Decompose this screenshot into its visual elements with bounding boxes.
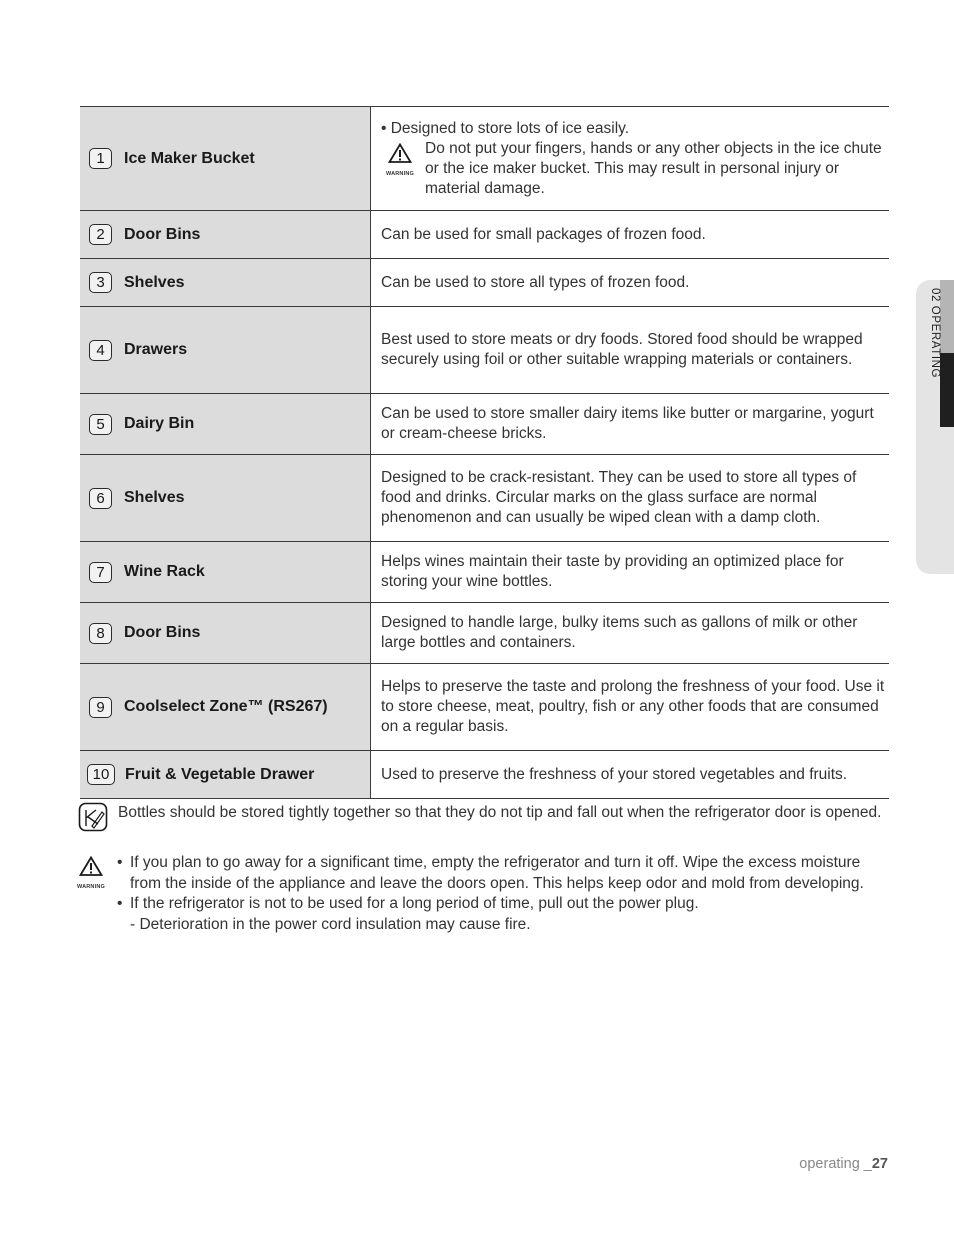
warning-text: Do not put your fingers, hands or any other objects in the ice chute or the ice maker bucket. This may result in personal injury or material damage. bbox=[425, 139, 882, 197]
part-cell bbox=[80, 107, 371, 210]
warning-bullet-text: If the refrigerator is not to be used for a long period of time, pull out the power plug. bbox=[130, 895, 699, 912]
part-description: Designed to handle large, bulky items such as gallons of milk or other large bottles and containers. bbox=[381, 614, 858, 651]
part-description: Designed to be crack-resistant. They can be used to store all types of food and drinks. Circular marks on the glass surface are normal phenomenon and can usually be wiped clean with a damp cloth. bbox=[381, 469, 857, 526]
warning-icon bbox=[383, 143, 417, 184]
part-cell bbox=[80, 394, 371, 454]
part-description: Helps wines maintain their taste by providing an optimized place for storing your wine bottles. bbox=[381, 553, 844, 590]
page-number: 27 bbox=[871, 1156, 888, 1172]
warning-list bbox=[117, 853, 888, 935]
part-description: Can be used to store all types of frozen food. bbox=[381, 273, 690, 291]
part-number-badge: 2 bbox=[89, 224, 112, 245]
note-icon bbox=[78, 802, 108, 838]
table-row bbox=[80, 455, 889, 542]
description-cell bbox=[371, 542, 889, 602]
table-row bbox=[80, 307, 889, 394]
part-description: Can be used for small packages of frozen food. bbox=[381, 225, 706, 243]
note-text: Bottles should be stored tightly together so that they do not tip and fall out when the refrigerator door is opened. bbox=[118, 804, 882, 821]
part-name: Door Bins bbox=[124, 225, 201, 243]
description-cell bbox=[371, 307, 889, 393]
table-row bbox=[80, 211, 889, 259]
table-row bbox=[80, 603, 889, 664]
part-name: Drawers bbox=[124, 341, 188, 358]
part-cell bbox=[80, 542, 371, 602]
part-cell bbox=[80, 603, 371, 663]
table-row bbox=[80, 542, 889, 603]
warning-icon bbox=[74, 856, 108, 935]
warning-subline: - Deterioration in the power cord insulation may cause fire. bbox=[130, 915, 531, 933]
part-description: Helps to preserve the taste and prolong the freshness of your food. Use it to store cheese, meat, poultry, fish or any other foods that are consumed on a regular basis. bbox=[381, 678, 885, 735]
part-number-badge: 5 bbox=[89, 414, 112, 435]
part-number-badge: 7 bbox=[89, 562, 112, 583]
side-tab-marker bbox=[940, 353, 954, 427]
warning-caption: WARNING bbox=[77, 884, 105, 890]
table-row bbox=[80, 107, 889, 211]
part-name: Door Bins bbox=[124, 624, 201, 641]
description-cell bbox=[371, 394, 889, 454]
part-number-badge: 6 bbox=[89, 488, 112, 509]
description-bullet: • Designed to store lots of ice easily. bbox=[381, 119, 630, 137]
part-cell bbox=[80, 664, 371, 750]
part-name: Dairy Bin bbox=[124, 415, 195, 432]
description-cell bbox=[371, 751, 889, 798]
description-cell bbox=[371, 455, 889, 541]
part-cell bbox=[80, 751, 371, 798]
part-description: Can be used to store smaller dairy items like butter or margarine, yogurt or cream-cheese bricks. bbox=[381, 405, 874, 442]
part-number-badge: 8 bbox=[89, 623, 112, 644]
description-cell bbox=[371, 211, 889, 258]
part-number-badge: 10 bbox=[87, 764, 115, 785]
part-cell bbox=[80, 211, 371, 258]
part-cell bbox=[80, 307, 371, 393]
description-cell bbox=[371, 603, 889, 663]
part-number-badge: 4 bbox=[89, 340, 112, 361]
page-footer bbox=[799, 1156, 888, 1172]
side-section-label: 02 OPERATING bbox=[929, 288, 941, 379]
inline-warning bbox=[381, 139, 889, 199]
warning-bullet-text: If you plan to go away for a significant time, empty the refrigerator and turn it off. Wipe the excess moisture from the inside of the appliance and leave the doors open. This helps keep odor and mold from developing. bbox=[130, 854, 864, 892]
warning-caption: WARNING bbox=[386, 170, 414, 177]
footer-section: operating _ bbox=[799, 1156, 872, 1172]
description-cell bbox=[371, 259, 889, 306]
part-name: Fruit & Vegetable Drawer bbox=[125, 765, 315, 783]
parts-table bbox=[80, 106, 889, 799]
list-item: • If the refrigerator is not to be used for a long period of time, pull out the power plug. bbox=[117, 894, 888, 915]
part-name: Shelves bbox=[124, 489, 185, 506]
table-row bbox=[80, 259, 889, 307]
table-row bbox=[80, 751, 889, 799]
part-number-badge: 3 bbox=[89, 272, 112, 293]
part-name: Ice Maker Bucket bbox=[124, 149, 255, 167]
table-row bbox=[80, 394, 889, 455]
part-number-badge: 1 bbox=[89, 148, 112, 169]
part-description: Used to preserve the freshness of your stored vegetables and fruits. bbox=[381, 765, 848, 783]
list-item: • If you plan to go away for a significant time, empty the refrigerator and turn it off. Wipe the excess moisture from the inside of the appliance and leave the doors open. This helps keep odor and mold from developing. bbox=[117, 853, 888, 894]
part-description: Best used to store meats or dry foods. Stored food should be wrapped securely using foil or other suitable wrapping materials or containers. bbox=[381, 331, 863, 368]
table-row bbox=[80, 664, 889, 751]
part-name: Wine Rack bbox=[124, 563, 205, 580]
part-name: Coolselect Zone™ (RS267) bbox=[124, 698, 328, 715]
part-name: Shelves bbox=[124, 273, 185, 291]
warning-block bbox=[74, 853, 888, 935]
part-cell bbox=[80, 455, 371, 541]
note-block bbox=[78, 802, 888, 838]
part-number-badge: 9 bbox=[89, 697, 112, 718]
description-cell bbox=[371, 664, 889, 750]
part-cell bbox=[80, 259, 371, 306]
side-tab-stripe bbox=[940, 280, 954, 353]
description-cell bbox=[371, 107, 889, 210]
